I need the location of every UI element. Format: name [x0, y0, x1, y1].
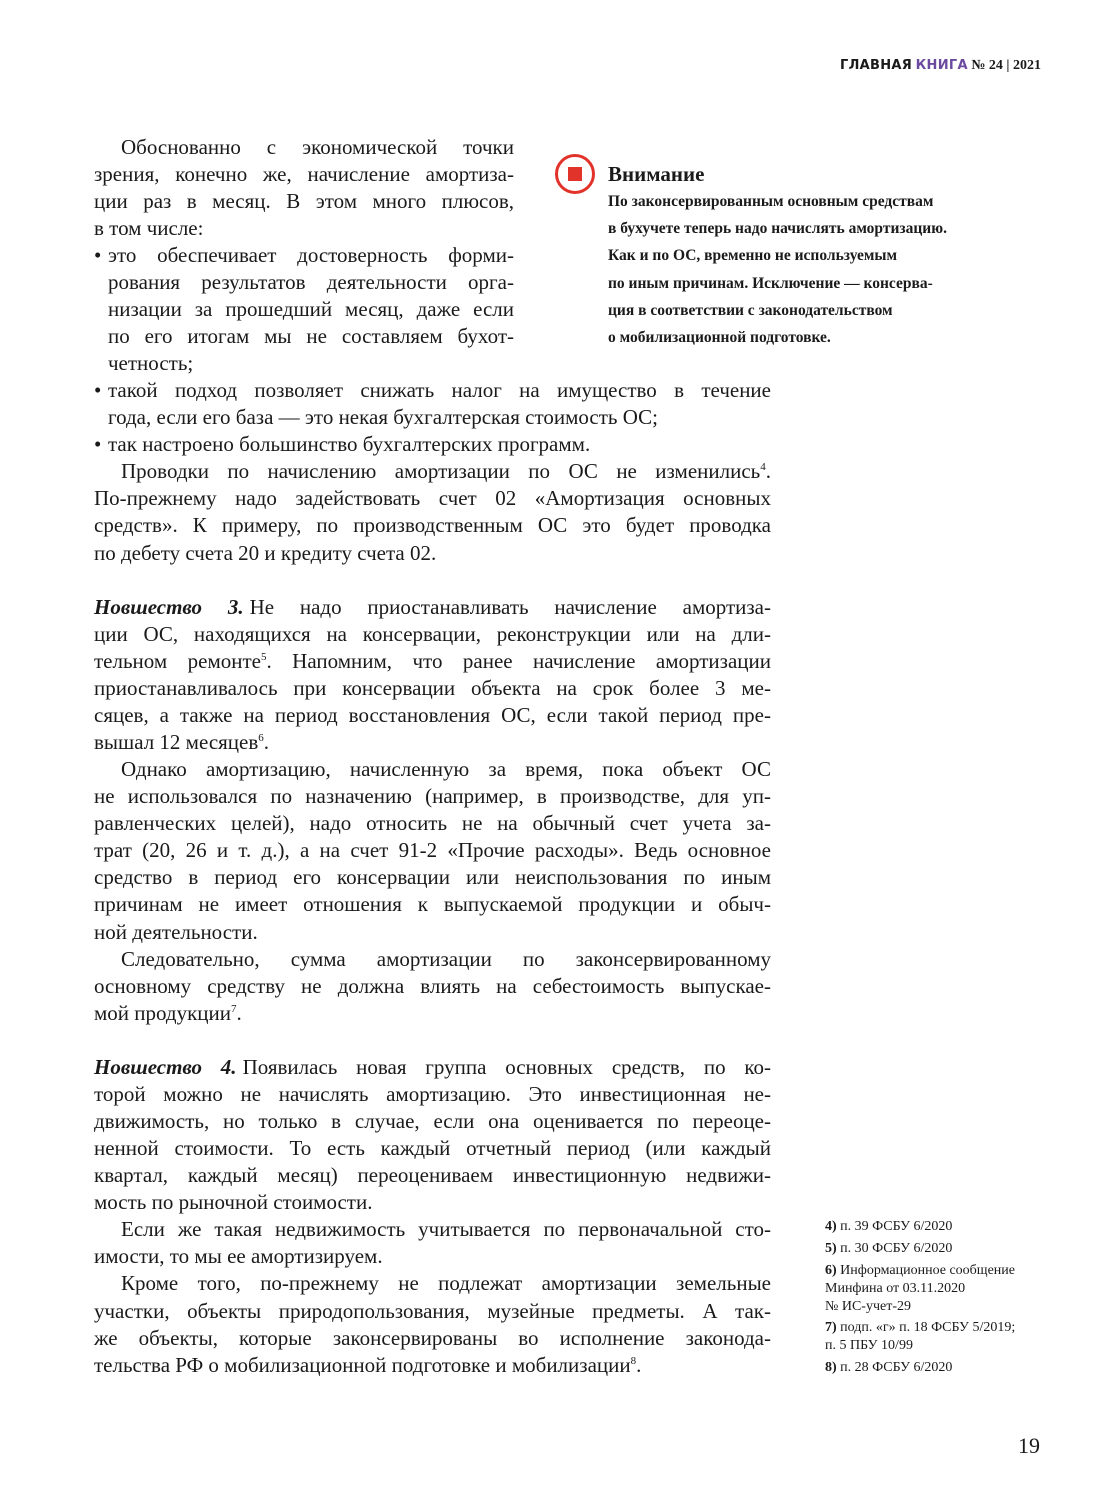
text-line	[108, 242, 514, 269]
line-text: ции ОС, находящихся на консервации, реконструкции или на дли-	[94, 621, 771, 646]
text-line	[94, 1162, 771, 1189]
text-line	[94, 215, 514, 242]
section-lead: Новшество 3.	[94, 594, 244, 619]
text-line	[108, 296, 514, 323]
footnote-text: п. 39 ФСБУ 6/2020	[840, 1219, 953, 1234]
footnote-line	[825, 1280, 1055, 1298]
text-line	[94, 729, 771, 756]
text-line	[121, 1270, 771, 1297]
line-text: рования результатов деятельности орга-	[108, 269, 514, 294]
footnote-line	[825, 1337, 1055, 1355]
callout-text-line: ция в соответствии с законодательством	[608, 301, 893, 319]
text-line	[121, 134, 514, 161]
footnote-line	[825, 1240, 1055, 1258]
footnote-ref: 6	[258, 732, 264, 745]
footnote-text: п. 28 ФСБУ 6/2020	[840, 1360, 953, 1376]
footnote-number: 6)	[825, 1263, 837, 1278]
line-text: Однако амортизацию, начисленную за время, пока объект ОС	[121, 757, 771, 782]
line-text: движимость, но только в случае, если она оценивается по переоце-	[94, 1109, 771, 1134]
footnote	[825, 1218, 1055, 1236]
text-line	[108, 377, 771, 404]
line-text: это обеспечивает достоверность форми-	[108, 242, 514, 267]
footnote-ref: 4	[760, 461, 766, 474]
text-line	[94, 783, 771, 810]
footnote-text: подп. «г» п. 18 ФСБУ 5/2019;	[840, 1320, 1016, 1336]
text-line	[94, 161, 514, 188]
line-text: торой можно не начислять амортизацию. Это инвестиционная не-	[94, 1081, 771, 1106]
issue-number: № 24 | 2021	[971, 58, 1041, 73]
line-text: ции раз в месяц. В этом много плюсов,	[94, 188, 514, 213]
line-text-end: .	[636, 1352, 642, 1377]
text-line	[108, 269, 514, 296]
section-lead: Новшество 4.	[94, 1054, 237, 1079]
line-text: по его итогам мы не составляем бухот-	[108, 323, 514, 348]
line-text: Обоснованно с экономической точки	[121, 134, 514, 159]
stop-square-in-circle-icon	[555, 154, 595, 194]
text-line	[121, 756, 771, 783]
bullet-icon: •	[94, 378, 102, 403]
line-text: Следовательно, сумма амортизации по законсервированному	[121, 946, 771, 971]
line-text: квартал, каждый месяц) переоцениваем инвестиционную недвижи-	[94, 1163, 771, 1188]
text-line	[94, 512, 771, 539]
footnote-text: Информационное сообщение	[840, 1263, 1015, 1278]
line-text: Появилась новая группа основных средств, по ко-	[242, 1054, 771, 1079]
footnote-line	[825, 1319, 1055, 1337]
callout-text-line: о мобилизационной подготовке.	[608, 329, 831, 346]
footnote-text: № ИС-учет-29	[825, 1299, 912, 1314]
line-text: имости, то мы ее амортизируем.	[94, 1244, 383, 1269]
running-header	[840, 58, 1041, 74]
footnote-number: 4)	[825, 1219, 837, 1234]
text-line	[94, 973, 771, 1000]
page-number: 19	[1018, 1433, 1040, 1458]
footnote-line	[825, 1262, 1055, 1280]
line-text: зрения, конечно же, начисление амортиза-	[94, 161, 514, 186]
text-line	[94, 1298, 771, 1325]
footnote	[825, 1319, 1055, 1355]
line-text: трат (20, 26 и т. д.), а на счет 91-2 «Прочие расходы». Ведь основное	[94, 838, 771, 863]
line-text: Не надо приостанавливать начисление амортиза-	[249, 594, 772, 619]
callout-text-line: в бухучете теперь надо начислять амортизацию.	[608, 220, 947, 238]
bullet-icon: •	[94, 242, 102, 267]
line-text: ной деятельности.	[94, 919, 258, 944]
text-line	[108, 323, 514, 350]
line-text: не использовался по назначению (например, в производстве, для уп-	[94, 784, 771, 809]
text-line	[94, 891, 771, 918]
line-text: участки, объекты природопользования, музейные предметы. А так-	[94, 1298, 771, 1323]
line-text: так настроено большинство бухгалтерских программ.	[108, 432, 591, 457]
text-line	[94, 1189, 771, 1216]
text-line	[94, 919, 771, 946]
line-text: тельства РФ о мобилизационной подготовке и мобилизации	[94, 1352, 631, 1377]
footnote-line	[825, 1298, 1055, 1316]
text-line	[121, 946, 771, 973]
footnote-number: 5)	[825, 1241, 837, 1256]
text-line	[94, 594, 771, 621]
text-line	[94, 1135, 771, 1162]
footnote-text: Минфина от 03.11.2020	[825, 1281, 966, 1296]
text-line	[94, 540, 771, 567]
text-line	[94, 1352, 771, 1379]
line-text: Проводки по начислению амортизации по ОС не изменились	[121, 459, 761, 484]
line-text: по дебету счета 20 и кредиту счета 02.	[94, 540, 437, 565]
footnote-ref: 7	[231, 1002, 237, 1015]
text-line	[94, 837, 771, 864]
line-text: средств». К примеру, по производственным ОС это будет проводка	[94, 513, 771, 538]
text-line	[94, 864, 771, 891]
text-line	[108, 404, 771, 431]
line-text: четность;	[108, 351, 194, 376]
bullet-icon: •	[94, 432, 102, 457]
text-line	[94, 1081, 771, 1108]
line-text: года, если его база — это некая бухгалтерская стоимость ОС;	[108, 405, 659, 430]
line-text: же объекты, которые законсервированы во исполнение законода-	[94, 1325, 771, 1350]
text-line	[94, 1325, 771, 1352]
text-line	[94, 1108, 771, 1135]
line-text: По-прежнему надо задействовать счет 02 «Амортизация основных	[94, 486, 771, 511]
footnote	[825, 1240, 1055, 1258]
footnote-line	[825, 1218, 1055, 1236]
footnote	[825, 1262, 1055, 1316]
text-line	[94, 1243, 771, 1270]
text-line	[94, 621, 771, 648]
text-line	[94, 1000, 771, 1027]
line-text: такой подход позволяет снижать налог на имущество в течение	[108, 378, 771, 403]
brand-name: ГЛАВНАЯ	[840, 58, 913, 73]
line-text: вышал 12 месяцев	[94, 730, 259, 755]
footnote-number: 8)	[825, 1360, 837, 1376]
line-text: в том числе:	[94, 215, 204, 240]
line-text: основному средству не должна влиять на себестоимость выпускае-	[94, 973, 771, 998]
line-text: равленческих целей), надо относить не на обычный счет учета за-	[94, 811, 771, 836]
line-text-end: . Напомним, что ранее начисление амортизации	[266, 648, 772, 673]
line-text-end: .	[765, 459, 771, 484]
line-text: Кроме того, по-прежнему не подлежат амортизации земельные	[121, 1271, 771, 1296]
line-text: тельном ремонте	[94, 648, 261, 673]
line-text: сяцев, а также на период восстановления ОС, если такой период пре-	[94, 702, 771, 727]
footnote-line	[825, 1359, 1055, 1377]
footnote-text: п. 30 ФСБУ 6/2020	[840, 1241, 953, 1256]
footnote-text: п. 5 ПБУ 10/99	[825, 1338, 913, 1354]
callout-text-line: По законсервированным основным средствам	[608, 193, 934, 210]
text-line	[94, 702, 771, 729]
line-text: мость по рыночной стоимости.	[94, 1190, 373, 1215]
line-text: Если же такая недвижимость учитывается по первоначальной сто-	[121, 1217, 771, 1242]
line-text: приостанавливалось при консервации объекта на срок более 3 ме-	[94, 675, 771, 700]
callout-title: Внимание	[608, 162, 705, 186]
footnote	[825, 1359, 1055, 1377]
text-line	[121, 458, 771, 485]
text-line	[121, 1216, 771, 1243]
callout-text-line: Как и по ОС, временно не используемым	[608, 247, 898, 265]
line-text: мой продукции	[94, 1000, 232, 1025]
text-line	[94, 188, 514, 215]
brand-name-accent: КНИГА	[915, 58, 968, 73]
line-text-end: .	[263, 730, 270, 755]
line-text: средство в период его консервации или неиспользования по иным	[94, 865, 771, 890]
footnote-ref: 5	[260, 650, 267, 663]
footnote-number: 7)	[825, 1320, 837, 1336]
text-line	[94, 1054, 771, 1081]
text-line	[94, 485, 771, 512]
text-line	[94, 648, 771, 675]
line-text: низации за прошедший месяц, даже если	[108, 296, 514, 321]
line-text: ненной стоимости. То есть каждый отчетный период (или каждый	[94, 1136, 771, 1161]
text-line	[108, 350, 514, 377]
text-line	[94, 810, 771, 837]
footnote-ref: 8	[630, 1354, 637, 1367]
text-line	[94, 675, 771, 702]
text-line	[108, 431, 771, 458]
line-text-end: .	[236, 1000, 242, 1025]
line-text: причинам не имеет отношения к выпускаемой продукции и обыч-	[94, 892, 771, 917]
callout-text-line: по иным причинам. Исключение — консерва-	[608, 274, 933, 292]
